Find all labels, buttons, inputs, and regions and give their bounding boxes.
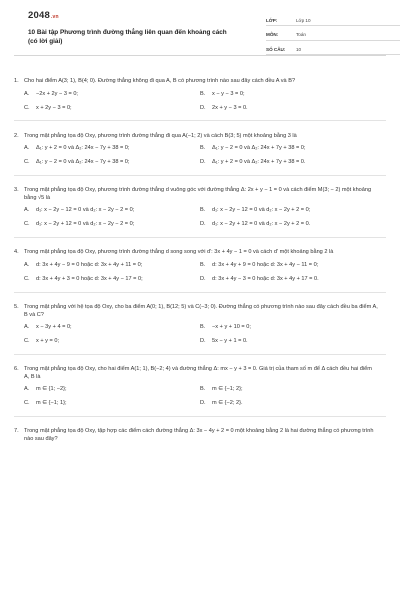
answer-option[interactable] [24,91,200,99]
answer-option[interactable] [200,145,376,153]
answer-option[interactable] [24,324,200,332]
answer-option[interactable] [24,386,200,394]
answer-option[interactable] [200,386,376,394]
answer-option[interactable] [200,400,376,408]
answer-option[interactable] [24,338,200,346]
document-meta [266,13,400,57]
question-number: 2. [14,132,19,139]
question-divider [14,120,386,121]
answer-option[interactable] [24,159,200,167]
answer-option[interactable] [24,400,200,408]
option-letter: B. [200,262,206,269]
option-text: d₁: x − 2y + 12 = 0 và d₂: x − 2y + 2 = 0. [212,221,311,228]
answer-options [24,207,386,229]
answer-option[interactable] [24,221,200,229]
page-title: 10 Bài tập Phương trình đường thẳng liên quan đến khoảng cách (có lời giải) [28,29,227,45]
option-text: Δ₁: y + 2 = 0 và Δ₂: 24x − 7y + 38 = 0; [36,145,130,152]
option-letter: B. [200,324,206,331]
logo-suffix: .vn [50,14,59,20]
answer-option[interactable] [24,105,200,113]
meta-label: SỐ CÂU: [266,46,286,52]
option-text: x + y = 0; [36,338,60,345]
meta-value: Toán [296,32,306,38]
option-text: d: 3x + 4y + 3 = 0 hoặc d: 3x + 4y − 17 = 0; [36,276,143,283]
question-number: 4. [14,249,19,256]
option-letter: D. [200,221,206,228]
option-text: m ∈ {−2; 2}. [212,400,243,407]
option-text: m ∈ {−1; 2}; [212,386,243,393]
answer-option[interactable] [24,145,200,153]
question-text: Trong mặt phẳng tọa độ Oxy, phương trình đường thẳng d vuông góc với đường thẳng Δ: 2x + y − 1 = 0 và cách điểm M(3; − 2) một khoảng bằng √5 là [24,187,372,201]
question-header [14,249,386,257]
question-header [14,187,386,202]
answer-options [24,91,386,113]
answer-option[interactable] [24,207,200,215]
question-block [14,428,386,443]
option-letter: A. [24,324,30,331]
option-letter: A. [24,386,30,393]
option-letter: C. [24,338,30,345]
question-block [14,249,386,292]
question-number: 1. [14,78,19,84]
option-text: x − y − 3 = 0; [212,90,245,97]
option-text: d: 3x + 4y + 9 = 0 hoặc d: 3x + 4y − 11 = 0; [212,262,319,269]
option-text: Δ₁: y − 2 = 0 và Δ₂: 24x + 7y + 38 = 0; [212,145,306,152]
meta-label: MÔN: [266,32,279,38]
question-divider [14,354,386,355]
option-text: Δ₁: y − 2 = 0 và Δ₂: 24x − 7y + 38 = 0; [36,159,130,166]
option-text: d: 3x + 4y − 9 = 0 hoặc d: 3x + 4y + 11 = 0; [36,262,143,269]
question-text: Trong mặt phẳng tọa độ Oxy, tập hợp các điểm cách đường thẳng Δ: 3x − 4y + 2 = 0 một khoảng bằng 2 là hai đường thẳng có phương trình nào sau đây? [24,428,374,443]
option-text: x − 3y + 4 = 0; [36,324,72,331]
meta-value: 10 [296,46,302,52]
question-header [14,428,386,443]
logo-text: 2048 [28,10,50,21]
option-letter: A. [24,262,30,269]
option-letter: A. [24,145,30,152]
option-letter: A. [24,207,30,214]
answer-option[interactable] [24,262,200,270]
option-letter: C. [24,159,30,166]
question-list [14,78,386,455]
option-letter: B. [200,386,206,393]
option-letter: C. [24,221,30,228]
option-text: x + 2y − 3 = 0; [36,104,72,111]
answer-option[interactable] [200,221,376,229]
question-header [14,366,386,381]
option-text: d₁: x − 2y − 12 = 0 và d₂: x − 2y + 2 = 0; [212,207,311,214]
question-header [14,133,386,141]
answer-options [24,262,386,284]
option-letter: C. [24,104,30,111]
question-text: Trong mặt phẳng với hệ tọa độ Oxy, cho ba điểm A(0; 1), B(12; 5) và C(−3; 0). Đường thẳng có phương trình nào sau đây cách đều ba điểm A, B và C? [24,304,378,318]
option-text: d₁: x − 2y + 12 = 0 và d₂: x − 2y − 2 = 0; [36,221,135,228]
answer-options [24,386,386,408]
answer-option[interactable] [200,105,376,113]
question-text: Trong mặt phẳng tọa độ Oxy, phương trình đường thẳng đi qua A(−1; 2) và cách B(3; 5) một khoảng bằng 3 là [24,132,297,139]
option-letter: D. [200,276,206,283]
question-text: Cho hai điểm A(3; 1), B(4; 0). Đường thẳng không đi qua A, B có phương trình nào sau đây cách đều A và B? [24,78,296,84]
question-block [14,78,386,121]
answer-option[interactable] [200,324,376,332]
meta-row-class [266,13,400,26]
option-letter: C. [24,276,30,283]
option-text: m ∈ {−1; 1}; [36,400,67,407]
question-header [14,304,386,319]
option-text: Δ₁: y + 2 = 0 và Δ₂: 24x + 7y + 38 = 0. [212,159,306,166]
question-number: 5. [14,304,19,311]
option-letter: D. [200,159,206,166]
option-text: 2x + y − 3 = 0. [212,104,248,111]
site-logo[interactable] [28,10,59,23]
answer-option[interactable] [200,159,376,167]
answer-option[interactable] [200,91,376,99]
option-letter: B. [200,90,206,97]
question-block [14,366,386,417]
question-header [14,78,386,86]
answer-option[interactable] [200,276,376,284]
option-letter: C. [24,400,30,407]
question-number: 7. [14,428,19,435]
question-block [14,133,386,176]
option-letter: D. [200,400,206,407]
answer-options [24,145,386,167]
question-text: Trong mặt phẳng tọa độ Oxy, phương trình đường thẳng d song song với d': 3x + 4y − 1 = 0 và cách d' một khoảng bằng 2 là [24,249,334,256]
option-letter: D. [200,338,206,345]
question-text: Trong mặt phẳng tọa độ Oxy, cho hai điểm A(1; 1), B(−2; 4) và đường thẳng Δ: mx − y + 3 = 0. Giá trị của tham số m để Δ cách đều hai điểm A, B là [24,366,372,380]
meta-value: Lớp 10 [296,17,311,23]
option-text: 5x − y + 1 = 0. [212,338,248,345]
answer-option[interactable] [200,262,376,270]
meta-label: LỚP: [266,17,278,23]
question-number: 3. [14,187,19,194]
question-number: 6. [14,366,19,373]
document-header [14,0,386,56]
question-divider [14,237,386,238]
option-text: d: 3x + 4y − 3 = 0 hoặc d: 3x + 4y + 17 = 0. [212,276,319,283]
option-letter: D. [200,104,206,111]
answer-option[interactable] [200,338,376,346]
option-text: −x + y + 10 = 0; [212,324,251,331]
question-divider [14,292,386,293]
option-text: −2x + 2y − 3 = 0; [36,90,78,97]
question-block [14,304,386,355]
option-text: d₁: x − 2y − 12 = 0 và d₂: x − 2y − 2 = 0; [36,207,135,214]
question-divider [14,175,386,176]
answer-options [24,324,386,346]
answer-option[interactable] [200,207,376,215]
meta-row-count [266,42,400,55]
answer-option[interactable] [24,276,200,284]
question-block [14,187,386,238]
option-text: m ∈ {1; −2}; [36,386,67,393]
meta-row-subject [266,28,400,41]
option-letter: B. [200,145,206,152]
option-letter: B. [200,207,206,214]
question-divider [14,416,386,417]
option-letter: A. [24,90,30,97]
